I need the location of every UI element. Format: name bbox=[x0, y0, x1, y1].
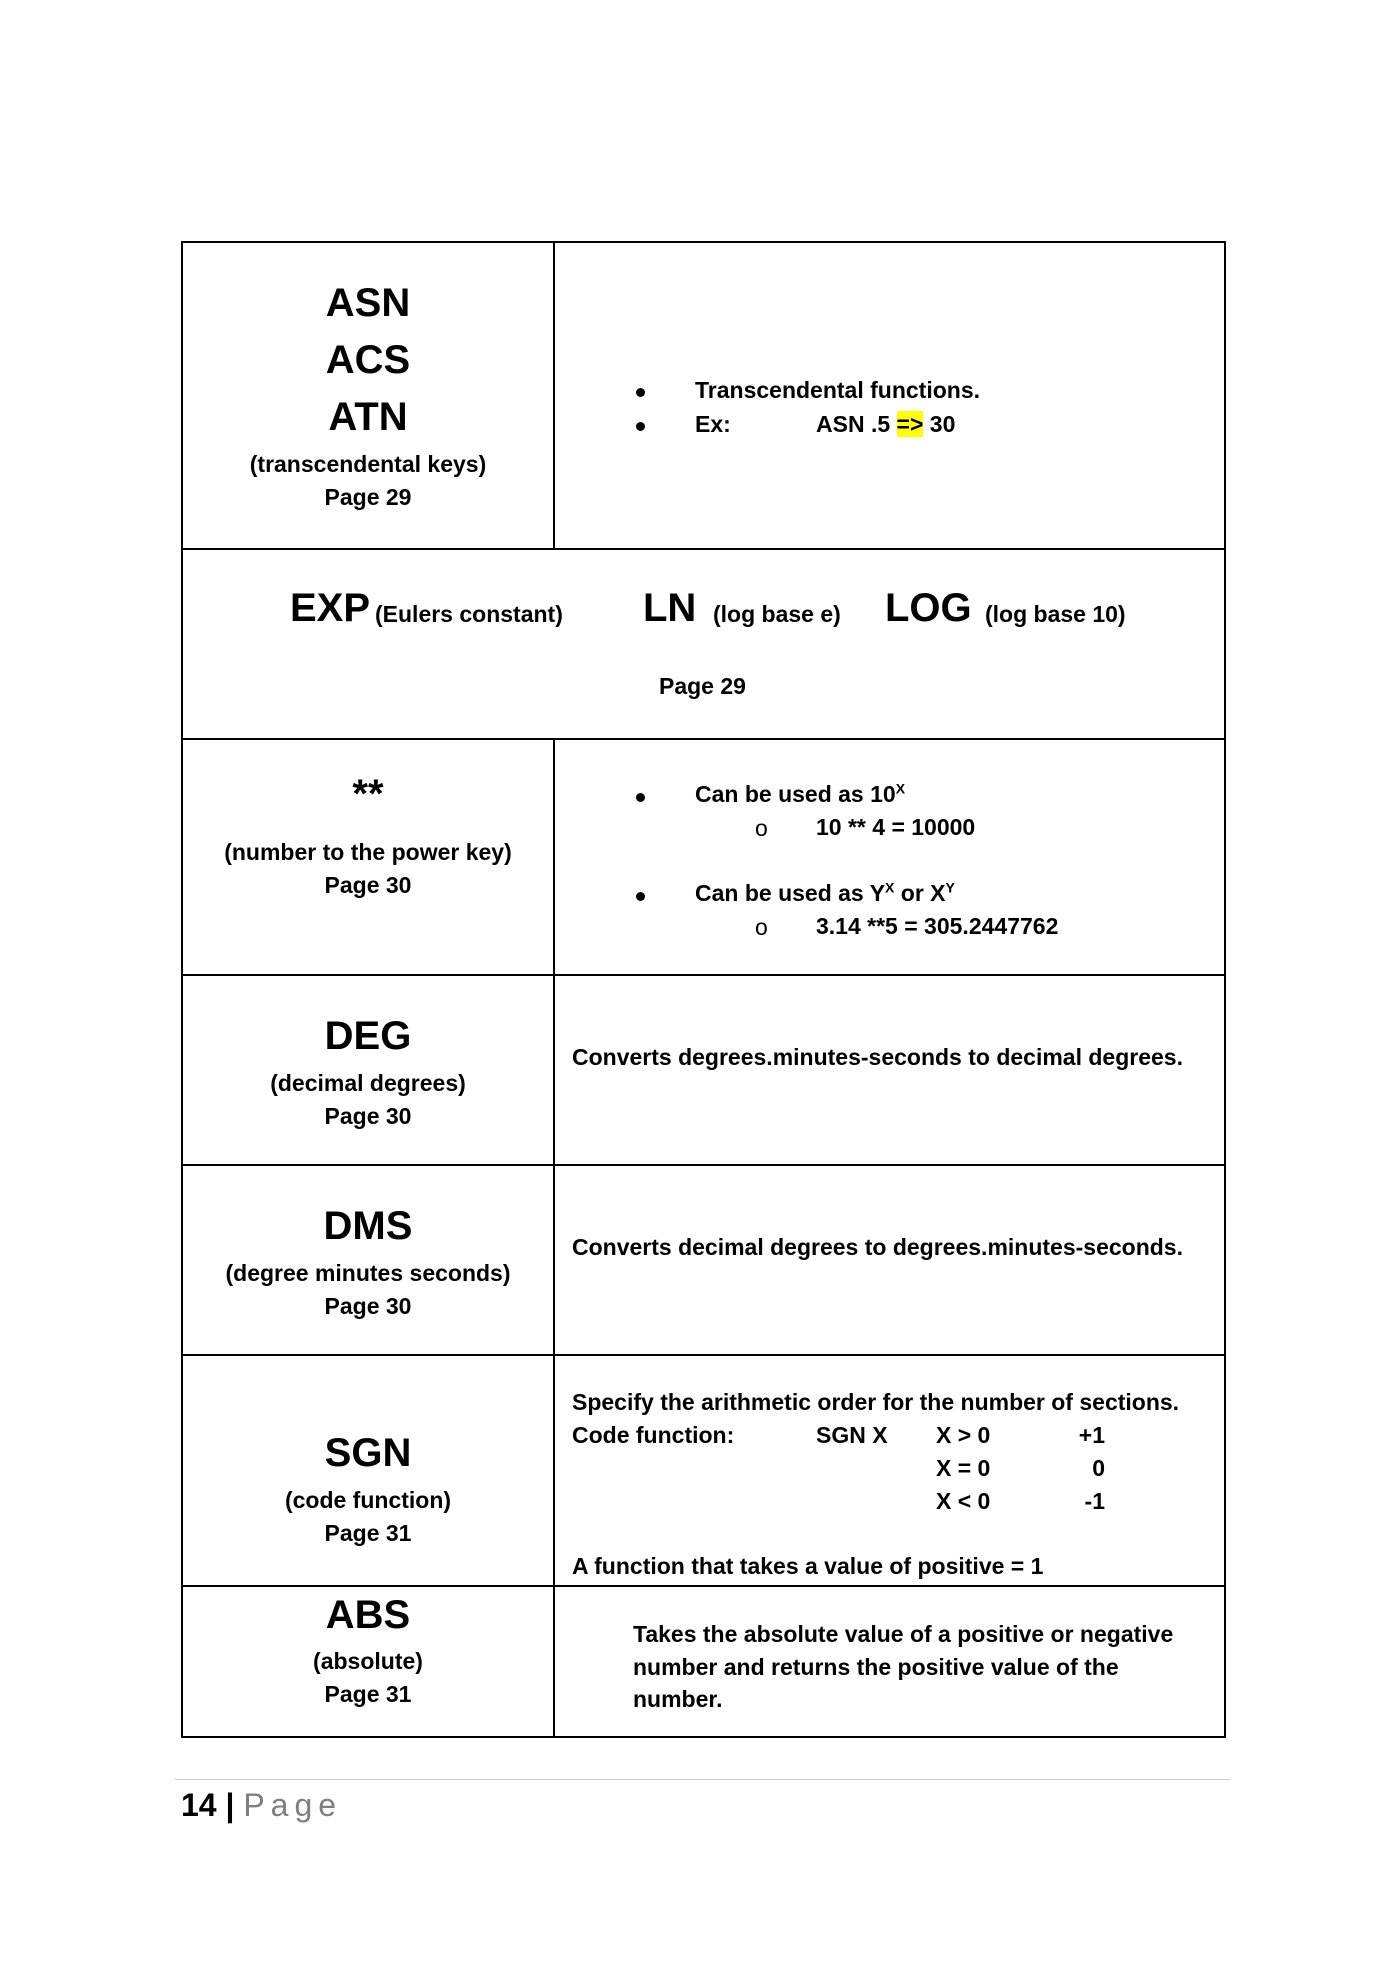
superscript: X bbox=[885, 879, 895, 896]
bullet-text-main: Can be used as 10 bbox=[695, 781, 896, 807]
key-cell bbox=[183, 976, 555, 1164]
table-row-asn bbox=[183, 243, 1224, 550]
page-footer bbox=[181, 1787, 342, 1824]
key-name-atn: ATN bbox=[328, 395, 408, 439]
key-name-sgn: SGN bbox=[324, 1431, 412, 1475]
table-row-power bbox=[183, 740, 1224, 976]
superscript: Y bbox=[945, 879, 955, 896]
footer-separator: | bbox=[225, 1787, 235, 1823]
table-row-exp bbox=[183, 550, 1224, 740]
description-line: number. bbox=[633, 1686, 723, 1712]
page-reference: Page 31 bbox=[324, 1520, 412, 1546]
condition-result: -1 bbox=[1084, 1488, 1105, 1514]
table-row-sgn bbox=[183, 1356, 1224, 1587]
key-name-power: ** bbox=[352, 772, 384, 816]
description-text: Converts decimal degrees to degrees.minutes-seconds. bbox=[572, 1234, 1183, 1260]
bullet-text bbox=[695, 781, 905, 808]
page-reference: Page 30 bbox=[324, 1293, 412, 1319]
description-cell bbox=[555, 1356, 1224, 1585]
footer-divider bbox=[175, 1779, 1230, 1780]
description-cell bbox=[555, 1166, 1224, 1354]
table-row-deg bbox=[183, 976, 1224, 1166]
page-reference: Page 29 bbox=[659, 673, 746, 699]
table-row-dms bbox=[183, 1166, 1224, 1356]
log-description: (log base 10) bbox=[985, 601, 1126, 627]
key-name-asn: ASN bbox=[325, 281, 411, 325]
condition: X = 0 bbox=[936, 1455, 991, 1481]
key-name-deg: DEG bbox=[324, 1014, 412, 1058]
description-text: Specify the arithmetic order for the number of sections. bbox=[572, 1389, 1180, 1415]
functions-table bbox=[181, 241, 1226, 1738]
condition-result: 0 bbox=[1092, 1455, 1105, 1481]
bullet-text: Ex: bbox=[695, 411, 731, 437]
key-name-dms: DMS bbox=[323, 1204, 413, 1248]
key-name-exp: EXP bbox=[290, 586, 371, 630]
example-expression bbox=[816, 411, 955, 438]
description-cell bbox=[555, 243, 1224, 548]
example-result: 30 bbox=[929, 411, 956, 437]
sub-bullet-marker: o bbox=[755, 914, 768, 940]
condition-result: +1 bbox=[1078, 1422, 1105, 1448]
key-name-abs: ABS bbox=[325, 1593, 411, 1637]
description-cell bbox=[555, 740, 1224, 974]
page-reference: Page 30 bbox=[324, 1103, 412, 1129]
page-number: 14 bbox=[181, 1787, 217, 1823]
bullet-icon bbox=[636, 422, 645, 431]
sub-bullet-marker: o bbox=[755, 815, 768, 841]
bullet-icon bbox=[636, 388, 645, 397]
ln-description: (log base e) bbox=[713, 601, 841, 627]
description-cell bbox=[555, 1587, 1224, 1736]
description-line: Takes the absolute value of a positive or negative bbox=[633, 1621, 1174, 1647]
key-cell bbox=[183, 243, 555, 548]
page-reference: Page 30 bbox=[324, 872, 412, 898]
description-line: number and returns the positive value of the bbox=[633, 1654, 1119, 1680]
condition: X < 0 bbox=[936, 1488, 991, 1514]
note-text: A function that takes a value of positive = 1 bbox=[572, 1553, 1044, 1579]
key-subtitle: (transcendental keys) bbox=[249, 451, 487, 477]
description-text: Converts degrees.minutes-seconds to decimal degrees. bbox=[572, 1044, 1183, 1070]
description-cell bbox=[555, 976, 1224, 1164]
key-cell bbox=[183, 740, 555, 974]
page-reference: Page 31 bbox=[324, 1681, 412, 1707]
bullet-icon bbox=[636, 892, 645, 901]
key-cell bbox=[183, 1356, 555, 1585]
bullet-text-main: Can be used as Y bbox=[695, 880, 886, 906]
page-reference: Page 29 bbox=[324, 484, 412, 510]
superscript: X bbox=[895, 780, 906, 797]
key-subtitle: (number to the power key) bbox=[224, 839, 512, 865]
bullet-text-mid: or X bbox=[900, 880, 946, 906]
condition: X > 0 bbox=[936, 1422, 991, 1448]
key-name-ln: LN bbox=[643, 586, 697, 630]
key-cell bbox=[183, 1166, 555, 1354]
key-subtitle: (code function) bbox=[284, 1487, 452, 1513]
bullet-icon bbox=[636, 793, 645, 802]
sub-bullet-text: 10 ** 4 = 10000 bbox=[816, 814, 976, 840]
code-function-label: Code function: bbox=[572, 1422, 735, 1448]
sub-bullet-text: 3.14 **5 = 305.2447762 bbox=[816, 913, 1059, 939]
key-subtitle: (degree minutes seconds) bbox=[225, 1260, 511, 1286]
key-cell bbox=[183, 1587, 555, 1736]
key-name-acs: ACS bbox=[325, 338, 411, 382]
bullet-text: Transcendental functions. bbox=[695, 377, 980, 403]
code-expression: SGN X bbox=[816, 1422, 888, 1448]
key-subtitle: (decimal degrees) bbox=[270, 1070, 466, 1096]
example-expr: ASN .5 bbox=[816, 411, 891, 437]
bullet-text bbox=[695, 880, 955, 907]
example-arrow: => bbox=[896, 411, 924, 437]
key-name-log: LOG bbox=[885, 586, 972, 630]
table-row-abs bbox=[183, 1587, 1224, 1736]
page-word: Page bbox=[243, 1787, 343, 1823]
key-subtitle: (absolute) bbox=[313, 1648, 423, 1674]
exp-description: (Eulers constant) bbox=[375, 601, 563, 627]
